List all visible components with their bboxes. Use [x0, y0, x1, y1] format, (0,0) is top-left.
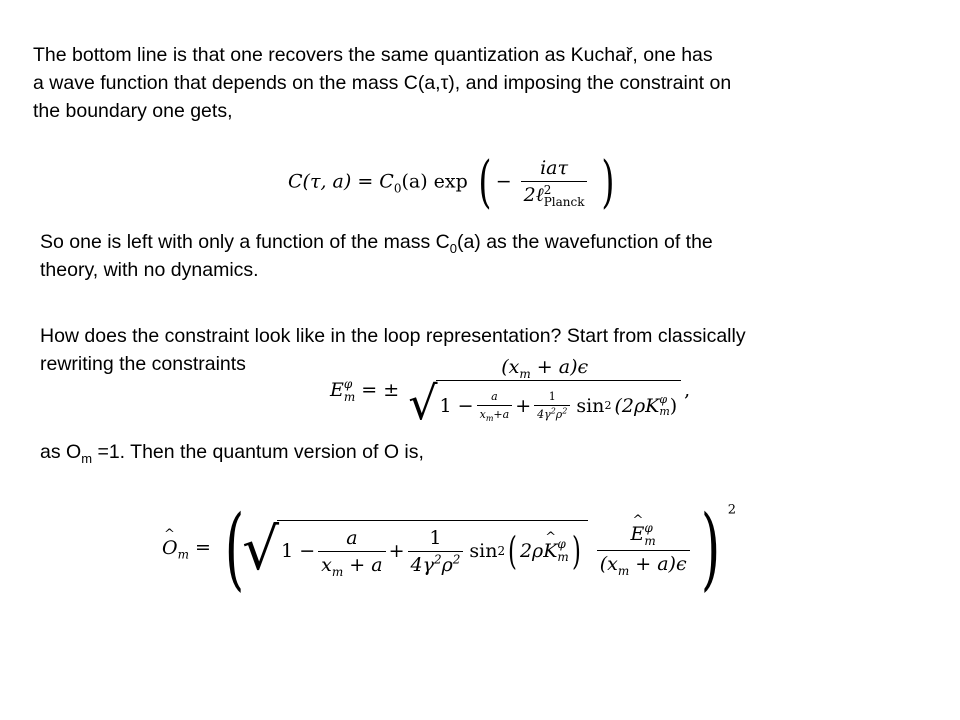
fraction: ^ E φ m $(x_m + a)\epsilon$	[597, 522, 690, 575]
eq-minus: −	[495, 170, 512, 193]
text-line: rewriting the constraints	[40, 353, 246, 375]
fraction-denominator: 2ℓ 2 Planck	[521, 181, 588, 208]
right-paren: )	[700, 496, 720, 601]
sqrt-icon: √	[408, 376, 438, 430]
sqrt-icon: √	[242, 514, 280, 583]
paragraph-wavefunction	[40, 228, 713, 284]
equation-wavefunction	[288, 150, 618, 215]
fraction: $\frac{a}{x_m + a}$	[318, 527, 385, 576]
fraction	[521, 157, 588, 208]
fraction-numerator: $(x_m + a)\epsilon$	[501, 356, 589, 381]
text-line: How does the constraint look like in the loop representation? Start from classically	[40, 325, 746, 347]
right-paren: )	[600, 150, 615, 215]
fraction: $\frac{1}{4\gamma^2\rho^2}$	[408, 527, 464, 576]
text-line: as $O_m =1$. Then the quantum version of O is,	[40, 441, 424, 466]
paragraph-intro	[33, 41, 731, 125]
text-line: So one is left with only a function of the mass $C_0(a)$ as the wavefunction of the	[40, 231, 713, 256]
left-paren: (	[224, 496, 245, 601]
outer-exponent: 2	[727, 502, 737, 518]
equation-quantum-operator: ^ $O_m$ = ( √ 1 − $\frac{a}{x_m + a}$ + $\frac{1}{4\gamma^2\rho^2}$ sin 2 ( 2ρ ^ K φ m ) ^ E φ m $(x_m + a)\epsilon$ ) $^2$	[162, 496, 736, 601]
small-fraction: $\frac{a}{x_m+a}$	[477, 390, 513, 421]
eq-sub: 0	[393, 181, 402, 196]
eq-mid: (a) exp	[401, 170, 468, 193]
fraction-numerator: iaτ	[540, 157, 569, 179]
text-line: The bottom line is that one recovers the same quantization as Kuchař, one has	[33, 44, 713, 66]
small-fraction: $\frac{1}{4\gamma^2\rho^2}$	[534, 390, 570, 421]
sqrt: √ 1 − $\frac{a}{x_m+a}$ + $\frac{1}{4\gamma^2\rho^2}$ sin 2 (2ρK φ m )	[408, 380, 681, 426]
sqrt: √ 1 − $\frac{a}{x_m + a}$ + $\frac{1}{4\gamma^2\rho^2}$ sin 2 ( 2ρ ^ K φ m )	[242, 520, 588, 578]
text-line: a wave function that depends on the mass C(a,τ), and imposing the constraint on	[33, 72, 732, 94]
text-line: theory, with no dynamics.	[40, 259, 259, 281]
fraction	[408, 356, 681, 430]
paragraph-quantum	[40, 438, 424, 466]
left-paren: (	[478, 150, 492, 215]
eq-lhs: C(τ, a) = C	[288, 170, 394, 193]
equation-constraint: E φ m = ± $(x_m + a)\epsilon$ √ 1 − $\frac{a}{x_m+a}$ + $\frac{1}{4\gamma^2\rho^2}$ sin 2 (2ρK φ m ) ,	[330, 356, 691, 430]
text-line: the boundary one gets,	[33, 100, 233, 122]
